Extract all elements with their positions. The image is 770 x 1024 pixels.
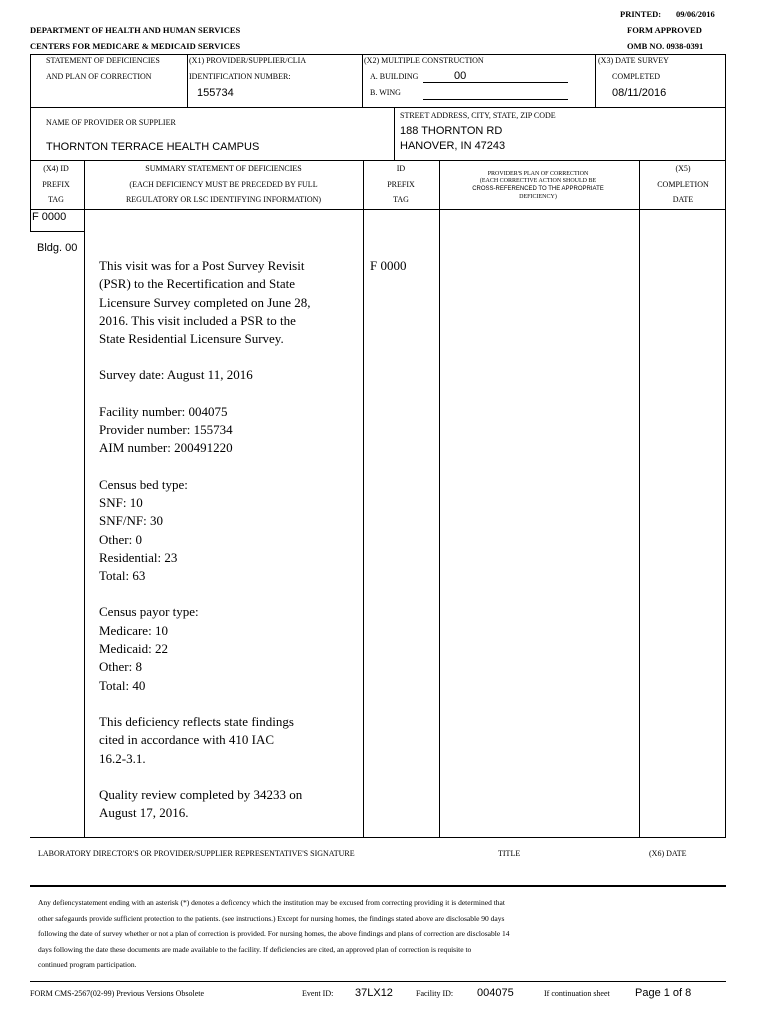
building-value: 00: [454, 70, 467, 82]
x3-label: (X3) DATE SURVEY: [598, 56, 669, 65]
x1-label: (X1) PROVIDER/SUPPLIER/CLIA: [189, 56, 307, 65]
printed-date: 09/06/2016: [676, 9, 715, 19]
paragraph-intro: This visit was for a Post Survey Revisit (PSR) to the Recertification and State Licensure Survey completed on June 28, 2016. This visit included a PSR to the State Residential Licensure Survey.: [99, 258, 311, 347]
omb-number: OMB NO. 0938-0391: [627, 41, 704, 51]
id-header-3: TAG: [393, 195, 409, 204]
x5-header-3: DATE: [672, 195, 694, 204]
x5-header-2: COMPLETION: [657, 180, 709, 189]
provider-name-label: NAME OF PROVIDER OR SUPPLIER: [46, 118, 176, 127]
summary-header-3: REGULATORY OR LSC IDENTIFYING INFORMATION): [125, 195, 322, 204]
wing-label: B. WING: [370, 88, 401, 97]
event-id-label: Event ID:: [302, 989, 334, 998]
form-number: FORM CMS-2567(02-99) Previous Versions Obsolete: [30, 989, 205, 998]
building-tag: Bldg. 00: [37, 242, 78, 254]
disclaimer-line-2: other safegaurds provide sufficient protection to the patients. (see instructions.) Except for nursing homes, the findings stated above are disclosable 90 days: [38, 913, 505, 923]
right-deficiency-tag: F 0000: [370, 258, 407, 273]
paragraph-state-findings: This deficiency reflects state findings cited in accordance with 410 IAC 16.2-3.1.: [99, 713, 294, 766]
id-header-2: PREFIX: [387, 180, 415, 189]
centers-title: CENTERS FOR MEDICARE & MEDICAID SERVICES: [30, 41, 241, 51]
statement-label-2: AND PLAN OF CORRECTION: [46, 72, 152, 81]
plan-header-4: DEFICIENCY): [519, 194, 557, 200]
id-header-1: ID: [396, 164, 406, 173]
top-border: [30, 54, 726, 55]
deficiency-tag: F 0000: [32, 211, 67, 223]
plan-header-1: PROVIDER'S PLAN OF CORRECTION: [487, 171, 589, 177]
facility-id-value: 004075: [477, 987, 514, 999]
x1-sublabel: IDENTIFICATION NUMBER:: [189, 72, 291, 81]
continuation-label: If continuation sheet: [544, 989, 610, 998]
summary-header-2: (EACH DEFICIENCY MUST BE PRECEDED BY FULL: [129, 180, 318, 189]
printed-label: PRINTED:: [620, 9, 662, 19]
x4-header-2: PREFIX: [42, 180, 70, 189]
plan-header-3: CROSS-REFERENCED TO THE APPROPRIATE: [472, 186, 604, 192]
disclaimer-line-4: days following the date these documents are made available to the facility. If deficiencies are cited, an approved plan of correction is requisite to: [38, 944, 472, 954]
x5-header-1: (X5): [675, 164, 691, 173]
disclaimer-line-3: following the date of survey whether or not a plan of correction is provided. For nursing homes, the above findings and plans of correction are disclosable 14: [38, 929, 510, 938]
survey-date-value: 08/11/2016: [612, 87, 667, 99]
disclaimer-line-1: Any defiencystatement ending with an asterisk (*) denotes a deficency which the institution may be excused from correcting providing it is determined that: [38, 898, 505, 907]
x3-sublabel: COMPLETED: [612, 72, 660, 81]
disclaimer: [38, 895, 718, 973]
facility-id-label: Facility ID:: [416, 989, 454, 998]
address-line-1: 188 THORNTON RD: [400, 125, 503, 137]
form-approved: FORM APPROVED: [627, 25, 702, 35]
x4-header-1: (X4) ID: [43, 164, 69, 173]
disclaimer-line-5: continued program participation.: [38, 960, 137, 969]
provider-name: THORNTON TERRACE HEALTH CAMPUS: [46, 141, 260, 153]
address-line-2: HANOVER, IN 47243: [400, 140, 506, 152]
paragraph-census-bed: Census bed type: SNF: 10 SNF/NF: 30 Other: 0 Residential: 23 Total: 63: [99, 476, 188, 584]
summary-statement: [99, 257, 361, 822]
department-title: DEPARTMENT OF HEALTH AND HUMAN SERVICES: [30, 25, 241, 35]
paragraph-survey-date: Survey date: August 11, 2016: [99, 367, 253, 383]
signature-divider: [30, 885, 726, 887]
x2-label: (X2) MULTIPLE CONSTRUCTION: [364, 56, 484, 65]
paragraph-facility-ids: Facility number: 004075 Provider number: 155734 AIM number: 200491220: [99, 403, 233, 456]
title-label: TITLE: [498, 849, 521, 858]
statement-label-1: STATEMENT OF DEFICIENCIES: [46, 56, 160, 65]
signature-label: LABORATORY DIRECTOR'S OR PROVIDER/SUPPLIER REPRESENTATIVE'S SIGNATURE: [38, 849, 355, 858]
provider-id-value: 155734: [197, 87, 234, 99]
paragraph-quality-review: Quality review completed by 34233 on August 17, 2016.: [99, 786, 303, 821]
table-bottom-border: [30, 837, 726, 838]
x6-date-label: (X6) DATE: [649, 849, 687, 858]
x4-header-3: TAG: [48, 195, 64, 204]
summary-header-1: SUMMARY STATEMENT OF DEFICIENCIES: [145, 164, 302, 173]
page-number: Page 1 of 8: [635, 987, 692, 999]
paragraph-census-payor: Census payor type: Medicare: 10 Medicaid: 22 Other: 8 Total: 40: [99, 604, 199, 693]
address-label: STREET ADDRESS, CITY, STATE, ZIP CODE: [400, 111, 556, 120]
building-label: A. BUILDING: [370, 72, 419, 81]
event-id-value: 37LX12: [355, 987, 393, 999]
plan-header-2: (EACH CORRECTIVE ACTION SHOULD BE: [479, 178, 597, 184]
